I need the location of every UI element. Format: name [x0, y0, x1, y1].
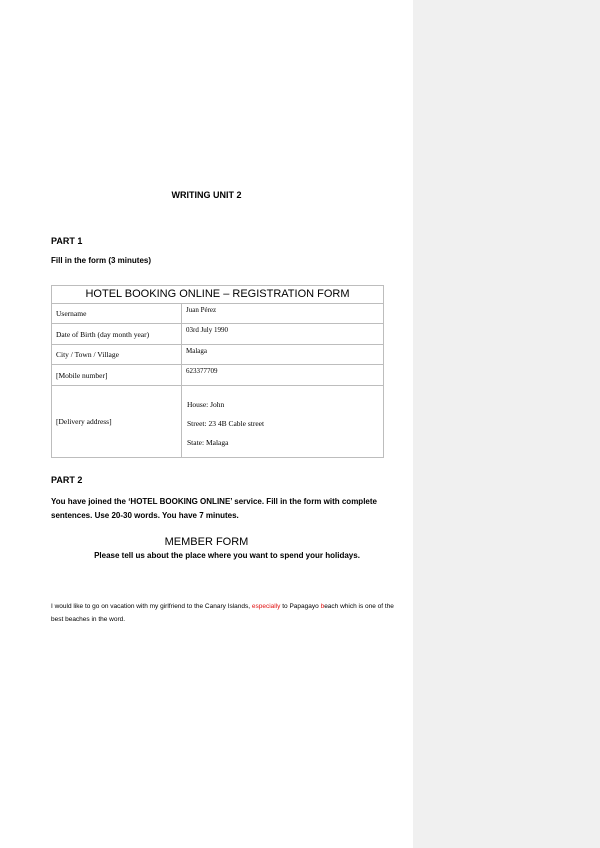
- city-field[interactable]: Malaga: [182, 345, 384, 365]
- address-label: [Delivery address]: [52, 386, 182, 458]
- answer-highlight-b: b: [320, 603, 325, 610]
- username-label: Username: [52, 304, 182, 324]
- part1-instruction: Fill in the form (3 minutes): [51, 256, 152, 265]
- answer-text-middle: to Papagayo: [280, 603, 321, 610]
- answer-paragraph[interactable]: [51, 600, 406, 626]
- member-form-title: MEMBER FORM: [164, 536, 249, 548]
- part1-heading: PART 1: [51, 236, 83, 246]
- table-row: [52, 365, 384, 386]
- answer-text-start: I would like to go on vacation with my girlfriend to the Canary Islands,: [51, 603, 252, 610]
- document-title: WRITING UNIT 2: [171, 190, 242, 200]
- comment-pane: [413, 0, 600, 848]
- mobile-field[interactable]: 623377709: [182, 365, 384, 386]
- form-title: HOTEL BOOKING ONLINE – REGISTRATION FORM: [52, 286, 384, 304]
- username-field[interactable]: Juan Pérez: [182, 304, 384, 324]
- address-line-house: House: John: [187, 400, 225, 409]
- table-row: [52, 324, 384, 345]
- registration-form-table: [51, 285, 384, 458]
- city-label: City / Town / Village: [52, 345, 182, 365]
- dob-field[interactable]: 03rd July 1990: [182, 324, 384, 345]
- member-form-prompt: Please tell us about the place where you want to spend your holidays.: [94, 551, 360, 560]
- answer-highlight-especially: especially: [251, 603, 281, 610]
- dob-label: Date of Birth (day month year): [52, 324, 182, 345]
- address-field[interactable]: [182, 386, 384, 458]
- table-row: [52, 345, 384, 365]
- address-line-street: Street: 23 4B Cable street: [187, 419, 265, 428]
- answer-text-end: each which is one of the best beaches in the word.: [51, 603, 394, 623]
- part2-instruction: You have joined the ‘HOTEL BOOKING ONLINE’ service. Fill in the form with complete sentences. Use 20-30 words. You have 7 minutes.: [51, 497, 377, 520]
- part2-heading: PART 2: [51, 475, 83, 485]
- table-row: [52, 386, 384, 458]
- mobile-label: [Mobile number]: [52, 365, 182, 386]
- table-row: [52, 304, 384, 324]
- address-line-state: State: Malaga: [187, 438, 229, 447]
